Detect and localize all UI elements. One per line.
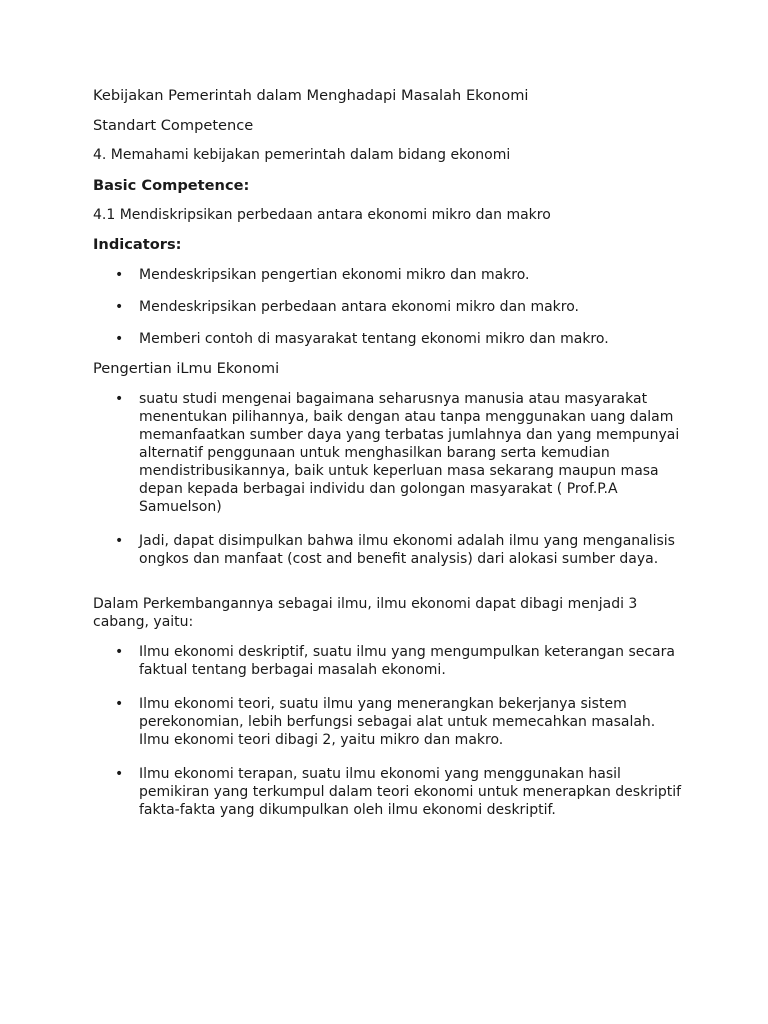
document-title: Kebijakan Pemerintah dalam Menghadapi Masalah Ekonomi	[93, 87, 529, 104]
list-item	[113, 390, 683, 516]
list-item	[113, 330, 683, 348]
list-item	[113, 643, 683, 679]
list-item	[113, 532, 683, 568]
standard-competence-text: 4. Memahami kebijakan pemerintah dalam bidang ekonomi	[93, 147, 511, 163]
cabang-text: Ilmu ekonomi teori, suatu ilmu yang menerangkan bekerjanya sistem perekonomian, lebih berfungsi sebagai alat untuk memecahkan masalah. Ilmu ekonomi teori dibagi 2, yaitu mikro dan makro.	[139, 696, 656, 748]
bullet-icon: •	[115, 391, 124, 407]
pengertian-text: Jadi, dapat disimpulkan bahwa ilmu ekonomi adalah ilmu yang menganalisis ongkos dan manfaat (cost and benefit analysis) dari alokasi sumber daya.	[139, 533, 675, 567]
indicator-text: Mendeskripsikan pengertian ekonomi mikro dan makro.	[139, 267, 530, 283]
list-item	[113, 765, 683, 819]
indicators-heading: Indicators:	[93, 236, 182, 253]
basic-competence-heading: Basic Competence:	[93, 177, 250, 194]
list-item	[113, 298, 683, 316]
pengertian-heading: Pengertian iLmu Ekonomi	[93, 360, 280, 377]
bullet-icon: •	[115, 331, 124, 347]
bullet-icon: •	[115, 533, 124, 549]
standard-competence-heading: Standart Competence	[93, 117, 254, 134]
cabang-list	[113, 643, 683, 819]
indicator-text: Mendeskripsikan perbedaan antara ekonomi mikro dan makro.	[139, 299, 580, 315]
indicator-text: Memberi contoh di masyarakat tentang ekonomi mikro dan makro.	[139, 331, 609, 347]
pengertian-list	[113, 390, 683, 568]
list-item	[113, 695, 683, 749]
bullet-icon: •	[115, 267, 124, 283]
cabang-text: Ilmu ekonomi terapan, suatu ilmu ekonomi yang menggunakan hasil pemikiran yang terkumpul dalam teori ekonomi untuk menerapkan deskriptif fakta-fakta yang dikumpulkan oleh ilmu ekonomi deskriptif.	[139, 766, 682, 818]
indicators-list	[113, 266, 683, 348]
cabang-text: Ilmu ekonomi deskriptif, suatu ilmu yang mengumpulkan keterangan secara faktual tentang berbagai masalah ekonomi.	[139, 644, 675, 678]
cabang-intro: Dalam Perkembangannya sebagai ilmu, ilmu ekonomi dapat dibagi menjadi 3 cabang, yaitu:	[93, 596, 638, 630]
list-item	[113, 266, 683, 284]
bullet-icon: •	[115, 644, 124, 660]
bullet-icon: •	[115, 696, 124, 712]
bullet-icon: •	[115, 766, 124, 782]
basic-competence-text: 4.1 Mendiskripsikan perbedaan antara ekonomi mikro dan makro	[93, 207, 551, 223]
pengertian-text: suatu studi mengenai bagaimana seharusnya manusia atau masyarakat menentukan pilihannya, baik dengan atau tanpa menggunakan uang dalam memanfaatkan sumber daya yang terbatas jumlahnya dan yang mempunyai alternatif penggunaan untuk menghasilkan barang serta kemudian mendistribusikannya, baik untuk keperluan masa sekarang maupun masa depan kepada berbagai individu dan golongan masyarakat ( Prof.P.A Samuelson)	[139, 391, 680, 515]
bullet-icon: •	[115, 299, 124, 315]
